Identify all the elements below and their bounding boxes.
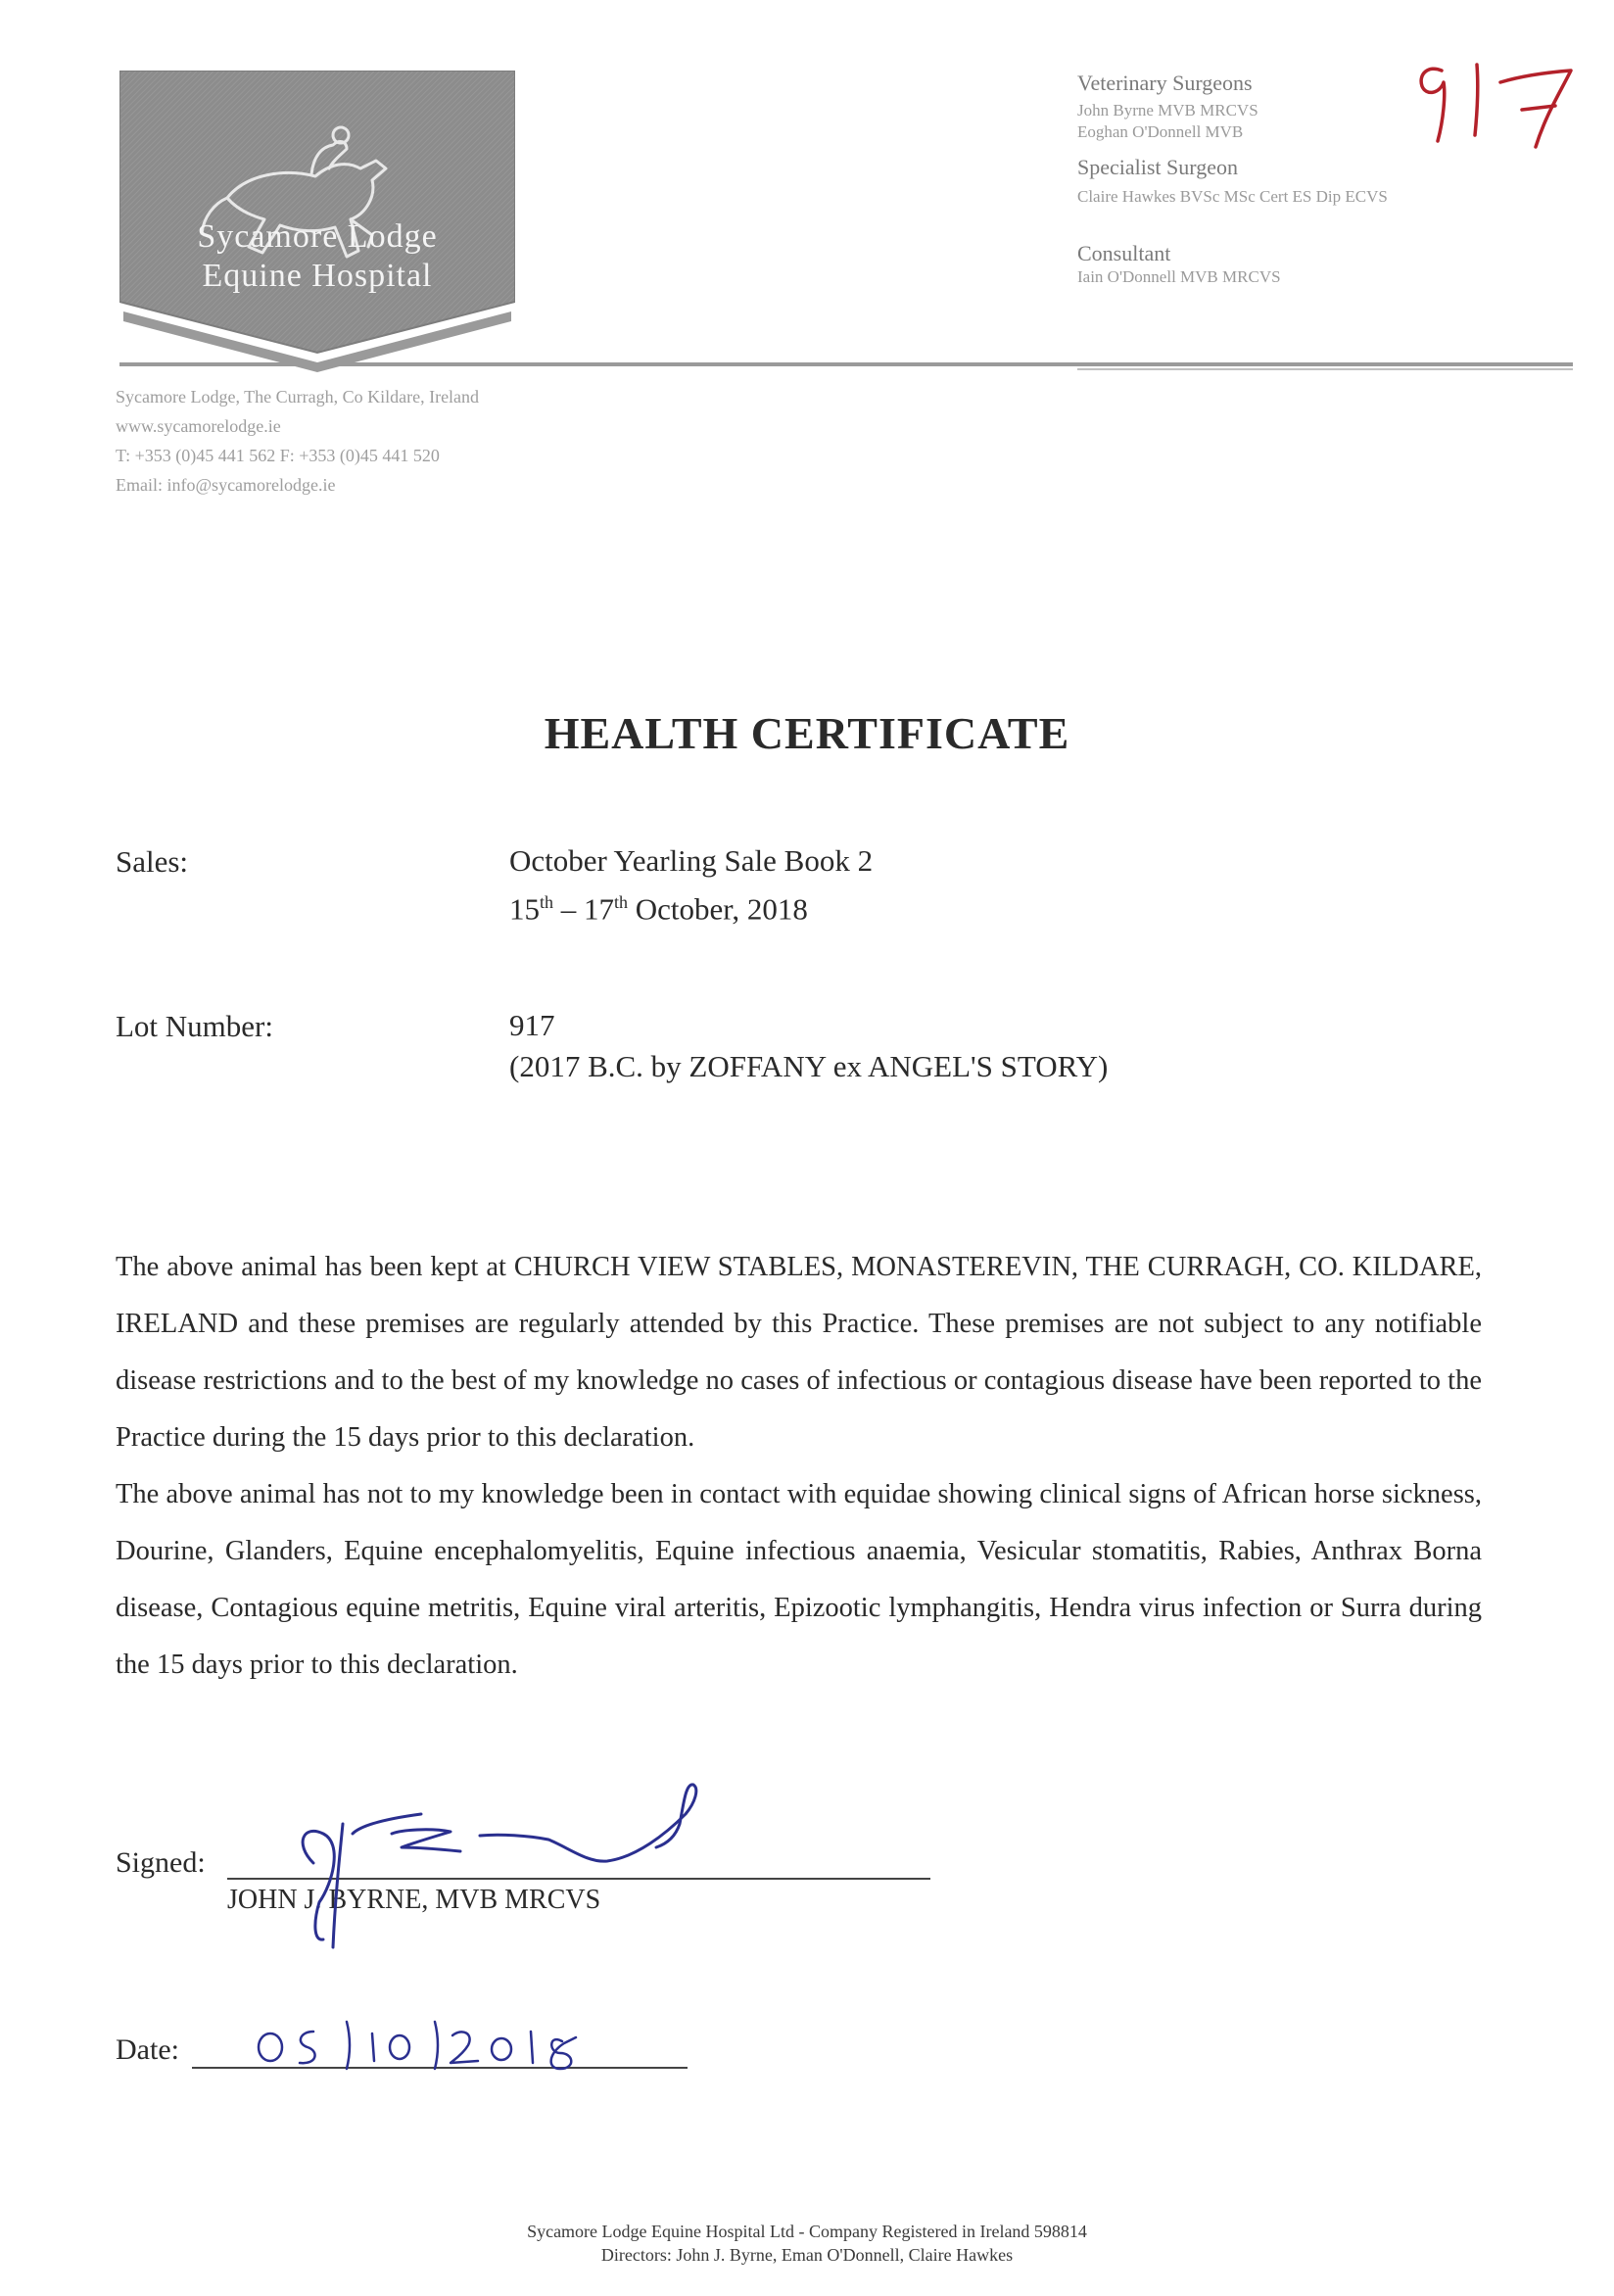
declaration-paragraph-1: The above animal has been kept at CHURCH VIEW STABLES, MONASTEREVIN, THE CURRAGH, CO. KILDARE, IRELAND and these premises are regularly attended by this Practice. These premises are not subject to any notifiable disease restrictions and to the best of my knowledge no cases of infectious or contagious disease have been reported to the Practice during the 15 days prior to this declaration.	[116, 1252, 1482, 1453]
lot-number-label: Lot Number:	[116, 1009, 273, 1043]
vet-surgeon-1: John Byrne MVB MRCVS	[1077, 101, 1258, 120]
signatory-name: JOHN J. BYRNE, MVB MRCVS	[227, 1885, 601, 1915]
lot-value	[509, 1005, 1108, 1087]
header-divider-thin	[1077, 368, 1573, 370]
sales-label: Sales:	[116, 844, 189, 879]
hospital-address	[116, 382, 479, 500]
specialist-heading: Specialist Surgeon	[1077, 155, 1238, 179]
date-label: Date:	[116, 2033, 179, 2066]
footer-company: Sycamore Lodge Equine Hospital Ltd - Company Registered in Ireland 598814	[527, 2222, 1087, 2241]
declaration-paragraph-2: The above animal has not to my knowledge been in contact with equidae showing clinical signs of African horse sickness, Dourine, Glanders, Equine encephalomyelitis, Equine infectious anaemia, Vesicular stomatitis, Rabies, Anthrax Borna disease, Contagious equine metritis, Equine viral arteritis, Epizootic lymphangitis, Hendra virus infection or Surra during the 15 days prior to this declaration.	[116, 1479, 1482, 1680]
staff-list	[1077, 71, 1388, 288]
logo-line1: Sycamore Lodge	[197, 218, 438, 255]
vet-surgeon-2: Eoghan O'Donnell MVB	[1077, 122, 1244, 141]
sales-name: October Yearling Sale Book 2	[509, 843, 874, 878]
consultant-name: Iain O'Donnell MVB MRCVS	[1077, 267, 1281, 286]
address-website: www.sycamorelodge.ie	[116, 416, 281, 436]
date-handwriting	[253, 2014, 625, 2073]
lot-number: 917	[509, 1008, 555, 1042]
date-value	[625, 2014, 626, 2015]
vet-surgeons-heading: Veterinary Surgeons	[1077, 71, 1253, 95]
hospital-logo	[119, 71, 515, 382]
header-divider	[119, 362, 1573, 366]
address-phone: T: +353 (0)45 441 562 F: +353 (0)45 441 520	[116, 446, 440, 465]
page-title: HEALTH CERTIFICATE	[544, 708, 1070, 758]
handwritten-lot-text	[1585, 51, 1586, 52]
address-email: Email: info@sycamorelodge.ie	[116, 475, 336, 495]
footer-directors: Directors: John J. Byrne, Eman O'Donnell, Claire Hawkes	[600, 2245, 1014, 2265]
logo-line2: Equine Hospital	[202, 258, 433, 294]
lot-description: (2017 B.C. by ZOFFANY ex ANGEL'S STORY)	[509, 1049, 1109, 1083]
signature-handwriting	[284, 1775, 735, 1951]
sales-dates: 15th – 17th October, 2018	[509, 891, 808, 927]
signed-label: Signed:	[116, 1846, 206, 1879]
specialist-name: Claire Hawkes BVSc MSc Cert ES Dip ECVS	[1077, 187, 1388, 206]
declaration-text	[116, 1239, 1482, 1694]
consultant-heading: Consultant	[1077, 241, 1171, 265]
address-line-1: Sycamore Lodge, The Curragh, Co Kildare, Ireland	[116, 387, 480, 407]
handwritten-lot-number	[1399, 51, 1585, 159]
sales-value	[509, 840, 873, 930]
